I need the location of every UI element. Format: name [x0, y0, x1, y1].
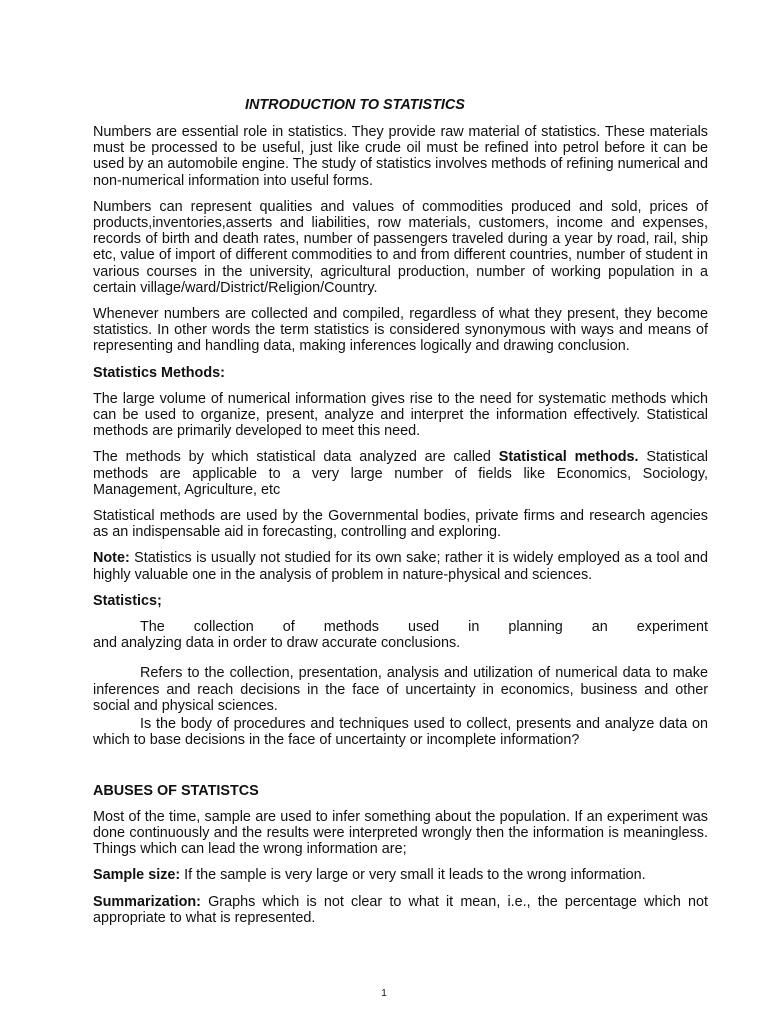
definition-1-line-2: and analyzing data in order to draw accurate conclusions. — [93, 635, 461, 652]
document-title: INTRODUCTION TO STATISTICS — [245, 97, 465, 113]
intro-paragraph-2: Numbers can represent qualities and values of commodities produced and sold, prices of products,inventories,asserts and liabilities, row materials, customers, income and expenses, records of birth and death rates, number of passengers traveled during a year by road, rail, ship etc, value of import of different commodities to and from different countries, number of student in various courses in the university, agricultural production, number of working population in a certain village/ward/District/Religion/Country. — [93, 198, 708, 296]
summarization-label: Summarization: — [93, 893, 201, 910]
statistics-definition-1 — [93, 619, 708, 651]
summarization-paragraph — [93, 894, 708, 926]
summarization-text: Graphs which is not clear to what it mean, i.e., the percentage which not appropriate to what is represented. — [93, 893, 708, 926]
intro-paragraph-1: Numbers are essential role in statistics. They provide raw material of statistics. These materials must be processed to be useful, just like crude oil must be refined into petrol before it can be used by an automobile engine. The study of statistics involves methods of refining numerical and non-numerical information into useful forms. — [93, 124, 708, 189]
abuses-paragraph: Most of the time, sample are used to infer something about the population. If an experiment was done continuously and the results were interpreted wrongly then the information is meaningless. Things which can lead the wrong information are; — [93, 808, 708, 858]
statistics-definition-2: Refers to the collection, presentation, analysis and utilization of numerical data to make inferences and reach decisions in the face of uncertainty in economics, business and other social and physical sciences. — [93, 665, 708, 714]
methods-p2-after: Statistical methods are applicable to a very large number of fields like Economics, Sociology, Management, Agriculture, etc — [93, 449, 708, 498]
statistics-heading: Statistics; — [93, 592, 162, 609]
intro-paragraph-3: Whenever numbers are collected and compiled, regardless of what they present, they become statistics. In other words the term statistics is considered synonymous with ways and means of representing and handling data, making inferences logically and drawing conclusion. — [93, 306, 708, 355]
definition-1-line-1: The collection of methods used in planning an experiment — [140, 619, 708, 636]
methods-paragraph-2 — [93, 449, 708, 498]
methods-p2-bold: Statistical methods. — [498, 449, 639, 466]
methods-paragraph-3: Statistical methods are used by the Governmental bodies, private firms and research agencies as an indispensable aid in forecasting, controlling and exploring. — [93, 508, 708, 541]
methods-p2-before: The methods by which statistical data analyzed are called — [93, 449, 499, 466]
methods-heading: Statistics Methods: — [93, 364, 225, 381]
document-page — [93, 96, 708, 936]
sample-size-label: Sample size: — [93, 867, 181, 884]
note-paragraph — [93, 550, 708, 582]
statistics-definition-3: Is the body of procedures and techniques used to collect, presents and analyze data on which to base decisions in the face of uncertainty or incomplete information? — [93, 716, 708, 749]
page-number: 1 — [381, 988, 387, 999]
sample-size-paragraph — [93, 867, 708, 883]
note-text: Statistics is usually not studied for its own sake; rather it is widely employed as a tool and highly valuable one in the analysis of problem in nature-physical and sciences. — [93, 550, 708, 583]
methods-paragraph-1: The large volume of numerical information gives rise to the need for systematic methods which can be used to organize, present, analyze and interpret the information effectively. Statistical methods are primarily developed to meet this need. — [93, 390, 708, 440]
abuses-heading: ABUSES OF STATISTCS — [93, 782, 259, 799]
note-label: Note: — [93, 550, 130, 567]
sample-size-text: If the sample is very large or very small it leads to the wrong information. — [180, 867, 646, 884]
